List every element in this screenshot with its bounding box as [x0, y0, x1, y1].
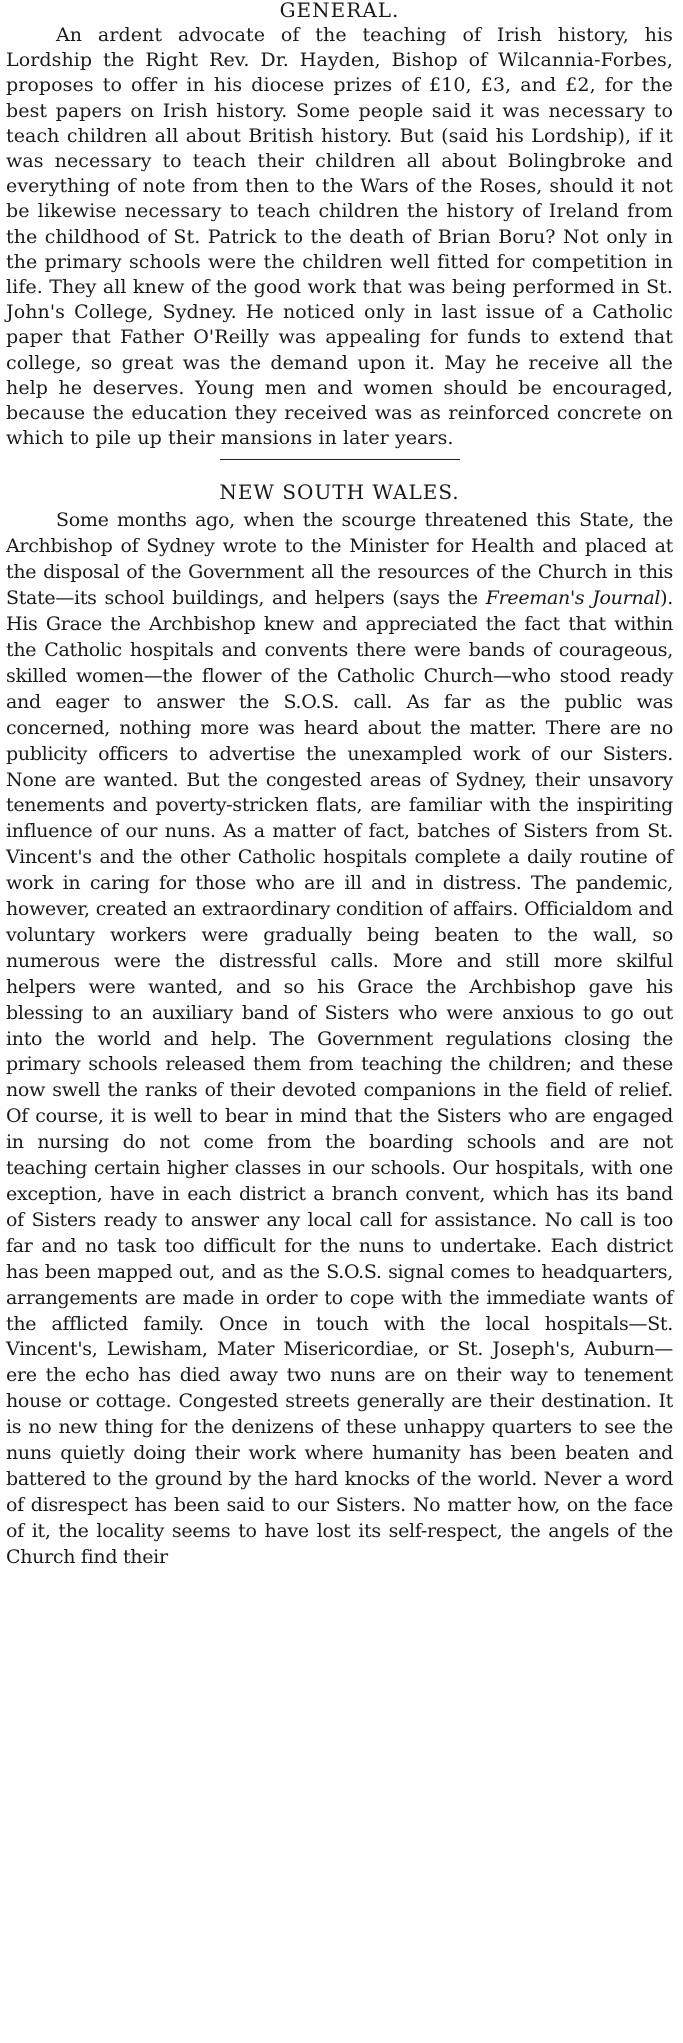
section-divider [220, 459, 460, 460]
nsw-paragraph [6, 508, 673, 1570]
general-paragraph [6, 23, 673, 451]
section-heading-general: GENERAL. [279, 0, 400, 22]
nsw-paragraph-rest: ). His Grace the Archbishop knew and appreciated the fact that within the Catholic hospitals and convents there were bands of courageous, skilled women—the flower of the Catholic Church—who stood ready and eager to answer the S.O.S. call. As far as the public was concerned, nothing more was heard about the matter. There are no publicity officers to advertise the unexampled work of our Sisters. None are wanted. But the congested areas of Sydney, their unsavory tenements and poverty-stricken flats, are familiar with the inspiriting influence of our nuns. As a matter of fact, batches of Sisters from St. Vincent's and the other Catholic hospitals complete a daily routine of work in caring for those who are ill and in distress. The pandemic, however, created an extraordinary condition of affairs. Officialdom and voluntary workers were gradually being beaten to the wall, so numerous were the distressful calls. More and still more skilful helpers were wanted, and so his Grace the Archbishop gave his blessing to an auxiliary band of Sisters who were anxious to go out into the world and help. The Government regulations closing the primary schools released them from teaching the children; and these now swell the ranks of their devoted companions in the field of relief. Of course, it is well to bear in mind that the Sisters who are engaged in nursing do not come from the boarding schools and are not teaching certain higher classes in our schools. Our hospitals, with one exception, have in each district a branch convent, which has its band of Sisters ready to answer any local call for assistance. No call is too far and no task too difficult for the nuns to undertake. Each district has been mapped out, and as the S.O.S. signal comes to headquarters, arrangements are made in order to cope with the immediate wants of the afflicted family. Once in touch with the local hospitals—St. Vincent's, Lewisham, Mater Misericordiae, or St. Joseph's, Auburn—ere the echo has died away two nuns are on their way to tenement house or cottage. Congested streets generally are their destination. It is no new thing for the denizens of these unhappy quarters to see the nuns quietly doing their work where humanity has been beaten and battered to the ground by the hard knocks of the world. Never a word of disrespect has been said to our Sisters. No matter how, on the face of it, the locality seems to have lost its self-respect, the angels of the Church find their [6, 587, 673, 1568]
section-heading-nsw: NEW SOUTH WALES. [219, 480, 460, 505]
general-paragraph-text: An ardent advocate of the teaching of Irish history, his Lordship the Right Rev. Dr. Hayden, Bishop of Wilcannia-Forbes, proposes to offer in his diocese prizes of £10, £3, and £2, for the best papers on Irish history. Some people said it was necessary to teach children all about British history. But (said his Lordship), if it was necessary to teach their children all about Bolingbroke and everything of note from then to the Wars of the Roses, should it not be likewise necessary to teach children the history of Ireland from the childhood of St. Patrick to the death of Brian Boru? Not only in the primary schools were the children well fitted for competition in life. They all knew of the good work that was being performed in St. John's College, Sydney. He noticed only in last issue of a Catholic paper that Father O'Reilly was appealing for funds to extend that college, so great was the demand upon it. May he receive all the help he deserves. Young men and women should be encouraged, because the education they received was as reinforced concrete on which to pile up their mansions in later years. [6, 24, 673, 450]
source-title: Freeman's Journal [485, 587, 661, 610]
nsw-paragraph-start: Some months ago, when the scourge threatened this State, the Archbishop of Sydney wrote to the Minister for Health and placed at the disposal of the Government all the resources of the Church in this State—its school buildings, and helpers (says the [6, 509, 673, 610]
